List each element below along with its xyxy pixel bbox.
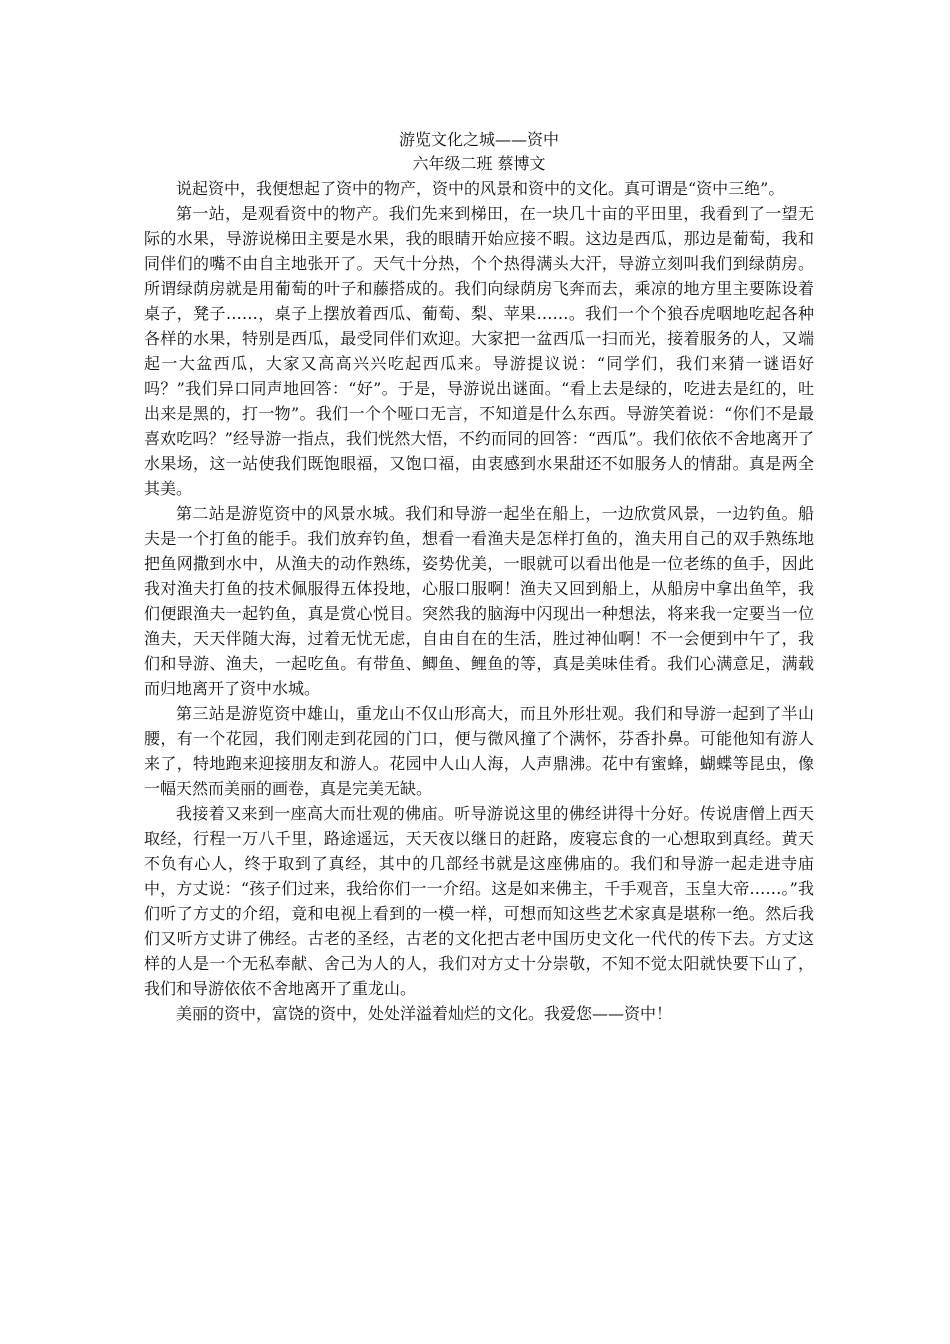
paragraph-temple: 我接着又来到一座高大而壮观的佛庙。听导游说这里的佛经讲得十分好。传说唐僧上西天取经，行程一万八千里，路途遥远，天天夜以继日的赶路，废寝忘食的一心想取到真经。黄天不负有心人，终于取到了真经，其中的几部经书就是这座佛庙的。我们和导游一起走进寺庙中，方丈说：“孩子们过来，我给你们一一介绍。这是如来佛主，千手观音，玉皇大帝……。”我们听了方丈的介绍，竟和电视上看到的一模一样，可想而知这些艺术家真是堪称一绝。然后我们又听方丈讲了佛经。古老的圣经，古老的文化把古老中国历史文化一代代的传下去。方丈这样的人是一个无私奉献、舍己为人的人，我们对方丈十分崇敬，不知不觉太阳就快要下山了，我们和导游依依不舍地离开了重龙山。 <box>144 804 814 998</box>
paragraph-intro: 说起资中，我便想起了资中的物产，资中的风景和资中的文化。真可谓是“资中三绝”。 <box>176 179 785 198</box>
paragraph-conclusion: 美丽的资中，富饶的资中，处处洋溢着灿烂的文化。我爱您——资中！ <box>176 1004 673 1023</box>
essay-title: 游览文化之城——资中 <box>398 130 559 149</box>
document-page <box>144 128 814 1026</box>
paragraph-third-stop: 第三站是游览资中雄山，重龙山不仅山形高大，而且外形壮观。我们和导游一起到了半山腰，有一个花园，我们刚走到花园的门口，便与微风撞了个满怀，芬香扑鼻。可能他知有游人来了，特地跑来迎接朋友和游人。花园中人山人海，人声鼎沸。花中有蜜蜂，蝴蝶等昆虫，像一幅天然而美丽的画卷，真是完美无缺。 <box>144 704 814 798</box>
paragraph-first-stop: 第一站，是观看资中的物产。我们先来到梯田，在一块几十亩的平田里，我看到了一望无际的水果，导游说梯田主要是水果，我的眼睛开始应接不暇。这边是西瓜，那边是葡萄，我和同伴们的嘴不由自主地张开了。天气十分热，个个热得满头大汗，导游立刻叫我们到绿荫房。所谓绿荫房就是用葡萄的叶子和藤搭成的。我们向绿荫房飞奔而去，乘凉的地方里主要陈设着桌子，凳子……，桌子上摆放着西瓜、葡萄、梨、苹果……。我们一个个狼吞虎咽地吃起各种各样的水果，特别是西瓜，最受同伴们欢迎。大家把一盆西瓜一扫而光，接着服务的人，又端起一大盆西瓜，大家又高高兴兴吃起西瓜来。导游提议说：“同学们，我们来猜一谜语好吗？”我们异口同声地回答：“好”。于是，导游说出谜面。“看上去是绿的，吃进去是红的，吐出来是黑的，打一物”。我们一个个哑口无言，不知道是什么东西。导游笑着说：“你们不是最喜欢吃吗？”经导游一指点，我们恍然大悟，不约而同的回答：“西瓜”。我们依依不舍地离开了水果场，这一站使我们既饱眼福，又饱口福，由衷感到水果甜还不如服务人的情甜。真是两全其美。 <box>144 204 814 498</box>
essay-author: 六年级二班 蔡博文 <box>412 154 546 173</box>
paragraph-second-stop: 第二站是游览资中的风景水城。我们和导游一起坐在船上，一边欣赏风景，一边钓鱼。船夫是一个打鱼的能手。我们放弃钓鱼，想看一看渔夫是怎样打鱼的，渔夫用自己的双手熟练地把鱼网撒到水中，从渔夫的动作熟练，姿势优美，一眼就可以看出他是一位老练的鱼手，因此我对渔夫打鱼的技术佩服得五体投地，心服口服啊！渔夫又回到船上，从船房中拿出鱼竿，我们便跟渔夫一起钓鱼，真是赏心悦目。突然我的脑海中闪现出一种想法，将来我一定要当一位渔夫，天天伴随大海，过着无忧无虑，自由自在的生活，胜过神仙啊！不一会便到中午了，我们和导游、渔夫，一起吃鱼。有带鱼、鲫鱼、鲤鱼的等，真是美味佳肴。我们心满意足，满载而归地离开了资中水城。 <box>144 504 814 698</box>
